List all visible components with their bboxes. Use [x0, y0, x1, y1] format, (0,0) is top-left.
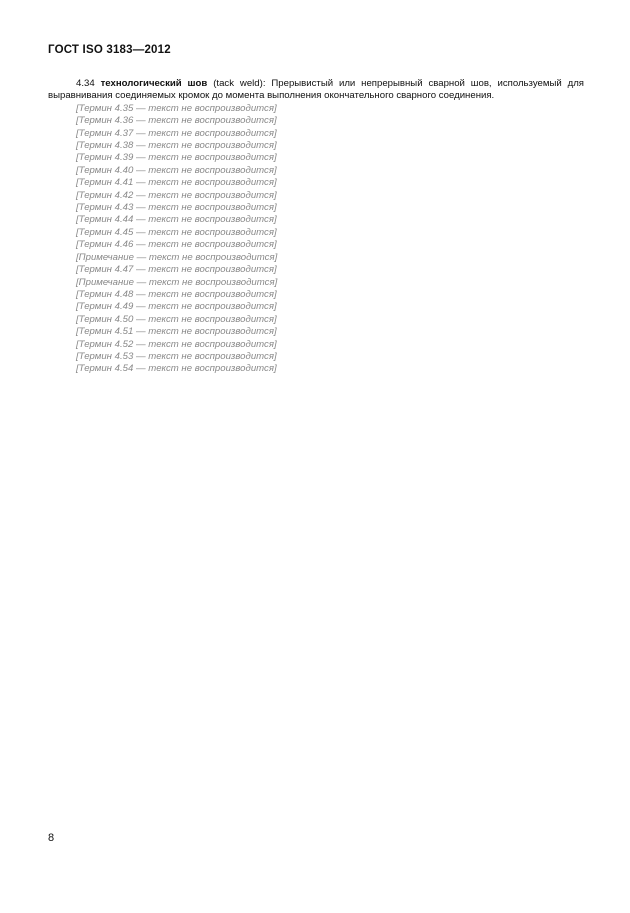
placeholder-entry: [Термин 4.50 — текст не воспроизводится]: [76, 313, 277, 325]
term-definition: : Прерывистый или непрерывный сварной шов, используемый для выравнивания соединяемых кромок до момента выполнения окончательного сварного соединения.: [48, 78, 584, 102]
document-header: ГОСТ ISO 3183—2012: [48, 44, 171, 56]
placeholder-entry: [Термин 4.48 — текст не воспроизводится]: [76, 288, 277, 300]
placeholder-entry: [Термин 4.45 — текст не воспроизводится]: [76, 226, 277, 238]
placeholder-entry: [Примечание — текст не воспроизводится]: [76, 251, 278, 263]
placeholder-entry: [Термин 4.46 — текст не воспроизводится]: [76, 239, 277, 251]
placeholder-list: [48, 103, 584, 376]
placeholder-entry: [Термин 4.39 — текст не воспроизводится]: [76, 152, 277, 164]
placeholder-entry: [Термин 4.54 — текст не воспроизводится]: [76, 363, 277, 375]
placeholder-entry: [Термин 4.38 — текст не воспроизводится]: [76, 140, 277, 152]
placeholder-entry: [Термин 4.37 — текст не воспроизводится]: [76, 127, 277, 139]
term-number: 4.34: [76, 78, 95, 89]
placeholder-entry: [Термин 4.47 — текст не воспроизводится]: [76, 264, 277, 276]
placeholder-entry: [Термин 4.44 — текст не воспроизводится]: [76, 214, 277, 226]
placeholder-entry: [Термин 4.41 — текст не воспроизводится]: [76, 177, 277, 189]
term-equivalent: (tack weld): [213, 78, 263, 89]
placeholder-entry: [Термин 4.35 — текст не воспроизводится]: [76, 102, 277, 114]
term-name: технологический шов: [100, 78, 208, 89]
placeholder-entry: [Термин 4.36 — текст не воспроизводится]: [76, 115, 277, 127]
placeholder-entry: [Примечание — текст не воспроизводится]: [76, 276, 278, 288]
placeholder-entry: [Термин 4.42 — текст не воспроизводится]: [76, 189, 277, 201]
placeholder-entry: [Термин 4.40 — текст не воспроизводится]: [76, 164, 277, 176]
placeholder-entry: [Термин 4.53 — текст не воспроизводится]: [76, 350, 277, 362]
page-number: 8: [48, 832, 55, 844]
placeholder-entry: [Термин 4.52 — текст не воспроизводится]: [76, 338, 277, 350]
placeholder-entry: [Термин 4.43 — текст не воспроизводится]: [76, 202, 277, 214]
placeholder-entry: [Термин 4.49 — текст не воспроизводится]: [76, 301, 277, 313]
placeholder-entry: [Термин 4.51 — текст не воспроизводится]: [76, 326, 277, 338]
terms-body: [48, 78, 584, 376]
term-entry: [48, 78, 584, 103]
